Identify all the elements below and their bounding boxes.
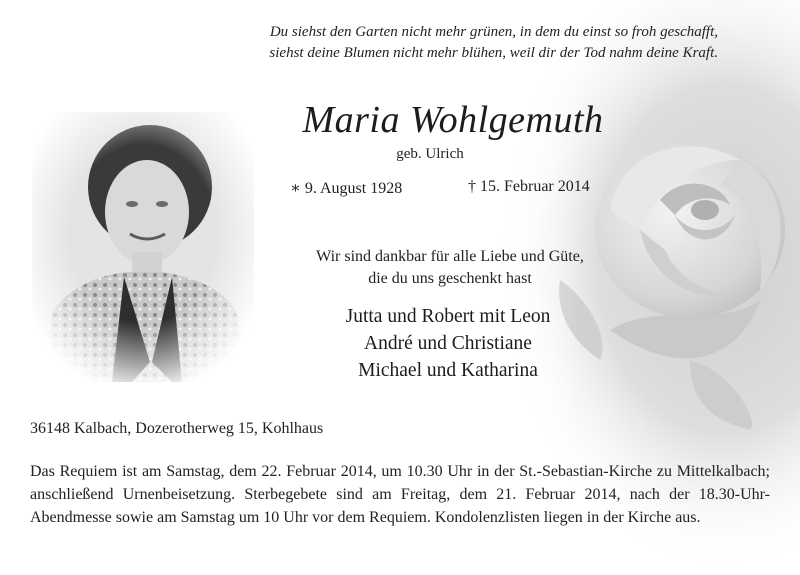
- poem: [98, 22, 718, 64]
- rose-icon: [595, 142, 785, 318]
- portrait-photo: [32, 112, 254, 382]
- thanks-line-2: die du uns geschenkt hast: [368, 270, 532, 287]
- deceased-name: Maria Wohlgemuth: [302, 99, 604, 141]
- birth-date: ∗ 9. August 1928: [290, 180, 403, 197]
- family-member: Jutta und Robert mit Leon: [345, 306, 551, 327]
- poem-line-1: Du siehst den Garten nicht mehr grünen, in dem du einst so froh geschafft,: [269, 24, 718, 40]
- family-member: André und Christiane: [364, 333, 532, 354]
- address: 36148 Kalbach, Dozerotherweg 15, Kohlhaus: [30, 420, 324, 437]
- thanks-text: [250, 246, 650, 290]
- death-date: † 15. Februar 2014: [468, 178, 590, 195]
- family-list: [248, 303, 648, 384]
- thanks-line-1: Wir sind dankbar für alle Liebe und Güte,: [316, 248, 584, 265]
- requiem-info: Das Requiem ist am Samstag, dem 22. Februar 2014, um 10.30 Uhr in der St.-Sebastian-Kirche zu Mittelkalbach; anschließend Urnenbeisetzung. Sterbegebete sind am Freitag, dem 21. Februar 2014, nach der 18.30-Uhr-Abendmesse sowie am Samstag um 10 Uhr vor dem Requiem. Kondolenzlisten liegen in der Kirche aus.: [30, 463, 770, 526]
- poem-line-2: siehst deine Blumen nicht mehr blühen, weil dir der Tod nahm deine Kraft.: [269, 45, 718, 61]
- family-member: Michael und Katharina: [358, 360, 538, 381]
- maiden-name: geb. Ulrich: [396, 146, 464, 162]
